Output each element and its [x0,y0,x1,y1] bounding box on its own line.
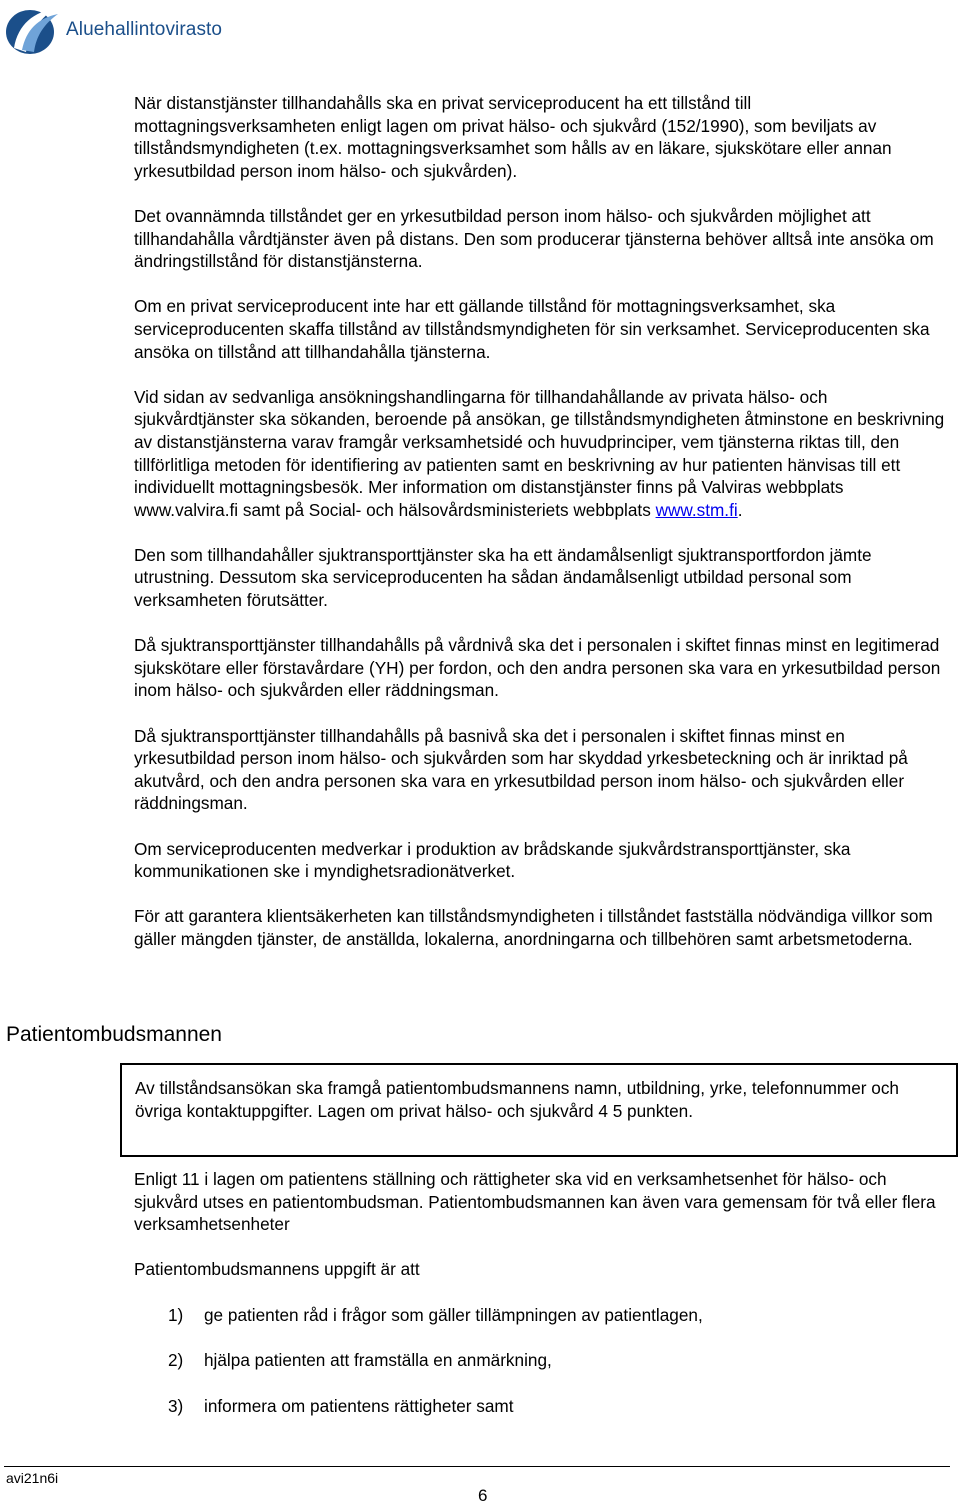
list-number: 3) [168,1395,184,1416]
paragraph: När distanstjänster tillhandahålls ska en privat serviceproducent ha ett tillstånd till mottagningsverksamheten enligt lagen om privat hälso- och sjukvård (152/1990), som beviljats av tillståndsmyndigheten (t.ex. mottagningsverksamhet som hålls av en läkare, sjukskötare eller annan yrkesutbildad person inom hälso- och sjukvården). [134,93,892,181]
list-text: informera om patientens rättigheter samt [204,1395,514,1416]
agency-name: Aluehallintovirasto [66,19,223,40]
task-list [134,1304,946,1418]
list-item [168,1304,946,1327]
paragraph: Om serviceproducenten medverkar i produktion av brådskande sjukvårdstransporttjänster, ska kommunikationen ske i myndighetsradionätverket. [134,838,851,882]
paragraph: Då sjuktransporttjänster tillhandahålls på basnivå ska det i personalen i skiftet finnas minst en yrkesutbildad person inom hälso- och sjukvården som har skyddad yrkesbeteckning och är inriktad på akutvård, och den andra personen ska vara en yrkesutbildad person inom hälso- och sjukvården eller räddningsman. [134,725,908,814]
paragraph-with-link [134,386,946,522]
paragraph: Den som tillhandahåller sjuktransporttjänster ska ha ett ändamålsenligt sjuktransportfordon jämte utrustning. Dessutom ska serviceproducenten ha sådan ändamålsenligt utbildad personal som verksamheten förutsätter. [134,544,872,611]
paragraph: Då sjuktransporttjänster tillhandahålls på vårdnivå ska det i personalen i skiftet finnas minst en legitimerad sjukskötare eller förstavårdare (YH) per fordon, och den andra personen ska vara en yrkesutbildad person inom hälso- och sjukvården eller räddningsman. [134,635,941,701]
paragraph: Patientombudsmannens uppgift är att [134,1259,420,1280]
paragraph: Enligt 11 i lagen om patientens ställning och rättigheter ska vid en verksamhetsenhet för hälso- och sjukvård utses en patientombudsman. Patientombudsmannen kan även vara gemensam för två eller flera verksamhetsenheter [134,1169,936,1235]
page-number: 6 [478,1486,488,1505]
paragraph-text-end: . [737,499,743,520]
note-text: Av tillståndsansökan ska framgå patientombudsmannens namn, utbildning, yrke, telefonnummer och övriga kontaktuppgifter. Lagen om privat hälso- och sjukvård 4 5 punkten. [135,1078,899,1121]
paragraph: För att garantera klientsäkerheten kan tillståndsmyndigheten i tillståndet fastställa nödvändiga villkor som gäller mängden tjänster, de anställda, lokalerna, anordningarna och tillbehören samt arbetsmetoderna. [134,906,933,949]
section-heading: Patientombudsmannen [6,1023,222,1046]
main-content [134,92,946,973]
list-text: hjälpa patienten att framställa en anmärkning, [204,1350,552,1371]
agency-logo-icon [4,4,60,56]
list-number: 2) [168,1350,184,1371]
bordered-note-box [120,1063,958,1157]
list-item [168,1395,946,1418]
list-item [168,1349,946,1372]
paragraph: Om en privat serviceproducent inte har ett gällande tillstånd för mottagningsverksamhet, ska serviceproducenten skaffa tillstånd av tillståndsmyndigheten för sin verksamhet. Serviceproducenten ska ansöka on tillstånd att tillhandahålla tjänsterna. [134,296,930,362]
footer-code: avi21n6i [6,1470,59,1486]
list-text: ge patienten råd i frågor som gäller tillämpningen av patientlagen, [204,1304,703,1325]
paragraph: Det ovannämnda tillståndet ger en yrkesutbildad person inom hälso- och sjukvården möjlighet att tillhandahålla vårdtjänster även på distans. Den som producerar tjänsterna behöver alltså inte ansöka om ändringstillstånd för distanstjänsterna. [134,205,934,272]
patient-ombudsman-content [134,1168,946,1440]
header-logo [4,4,222,56]
list-number: 1) [168,1304,184,1325]
footer-divider [4,1466,950,1467]
stm-link[interactable]: www.stm.fi [655,499,738,520]
paragraph-text: Vid sidan av sedvanliga ansökningshandlingarna för tillhandahållande av privata hälso- och sjukvårdtjänster ska sökanden, beroende på ansökan, ge tillståndsmyndigheten åtminstone en beskrivning av distanstjänsterna varav framgår verksamhetsidé och huvudprinciper, vem tjänsterna riktas till, den tillförlitliga metoden för identifiering av patienten samt en beskrivning av hur patienten hänvisas till ett individuellt mottagningsbesök. Mer information om distanstjänster finns på Valviras webbplats www.valvira.fi samt på Social- och hälsovårdsministeriets webbplats [134,386,945,520]
